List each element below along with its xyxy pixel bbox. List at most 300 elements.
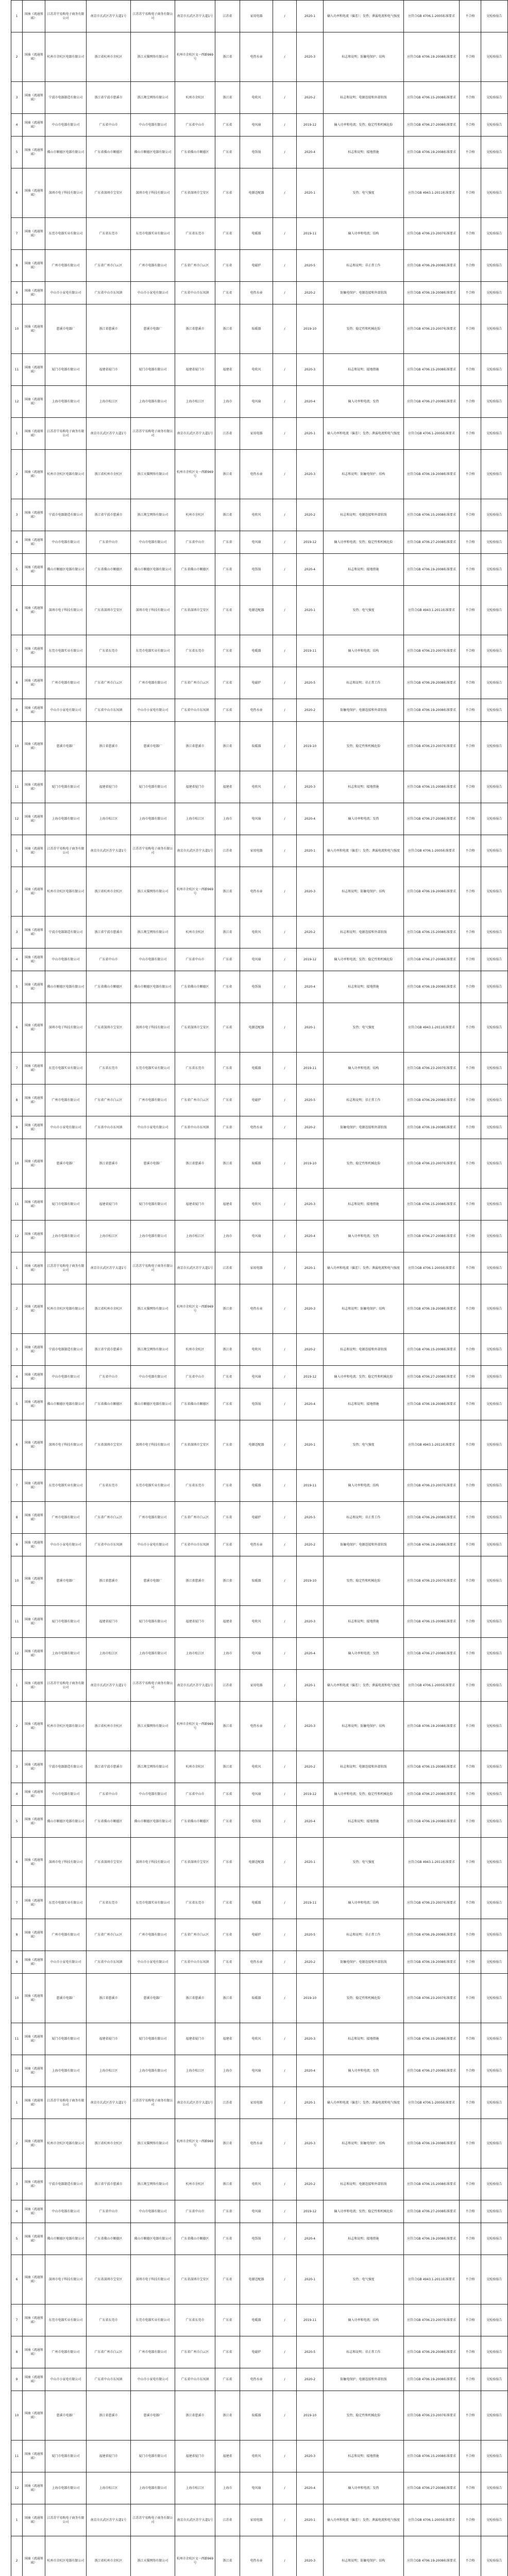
production-date: 2020-3 — [297, 2536, 324, 2576]
sampled-unit-address: 广东省佛山市顺德区 — [175, 554, 215, 586]
sampling-category: 国抽（流通领域） — [23, 282, 45, 304]
sampled-unit-address: 杭州市余杭区文一西路969号 — [175, 32, 215, 82]
brand: / — [273, 2472, 297, 2504]
province: 浙江省 — [215, 1556, 240, 1606]
sampled-unit-address: 杭州市余杭区文一西路969号 — [175, 450, 215, 499]
sampled-unit-name: 慈溪市电器厂 — [131, 2391, 175, 2441]
brand: / — [273, 1420, 297, 1470]
inspection-agency: 见检验报告 — [481, 2504, 508, 2536]
brand: / — [273, 1221, 297, 1252]
result: 不合格 — [460, 450, 481, 499]
province: 福建省 — [215, 2023, 240, 2055]
standard-value: 应符合GB 4706.15-2008标准要求 — [404, 499, 460, 531]
sampled-unit-name: 浙江天猫网络有限公司 — [131, 1702, 175, 1751]
sampled-unit-name: 江苏苏宁易购电子商务有限公司 — [131, 1252, 175, 1284]
sampling-category: 国抽（流通领域） — [23, 218, 45, 250]
standard-value: 应符合GB 4706.19-2008标准要求 — [404, 554, 460, 586]
table-row — [11, 835, 508, 867]
producer-address: 浙江省杭州市余杭区 — [87, 32, 131, 82]
sampled-unit-address: 杭州市余杭区文一西路969号 — [175, 867, 215, 917]
brand: / — [273, 2255, 297, 2304]
sampled-unit-name: 佛山市顺德区电器有限公司 — [131, 1388, 175, 1420]
producer-address: 福建省厦门市 — [87, 2441, 131, 2472]
result: 不合格 — [460, 699, 481, 722]
inspection-agency: 见检验报告 — [481, 771, 508, 803]
sampled-unit-address: 广东省广州市白云区 — [175, 1084, 215, 1116]
result: 不合格 — [460, 2168, 481, 2200]
failed-items: 输入功率和电流；发热；稳定性和机械危险 — [324, 1366, 404, 1388]
row-number: 12 — [11, 1221, 23, 1252]
result: 不合格 — [460, 2223, 481, 2255]
brand: / — [273, 499, 297, 531]
sampled-unit-name: 浙江天猫网络有限公司 — [131, 867, 175, 917]
producer-address: 广东省中山市东凤镇 — [87, 1116, 131, 1139]
producer-address: 浙江省宁波市慈溪市 — [87, 2168, 131, 2200]
failed-items: 标志和说明；电源连接和外部软线 — [324, 917, 404, 948]
sampling-category: 国抽（流通领域） — [23, 1, 45, 32]
producer-address: 南京市玄武区苏宁大道1号 — [87, 1252, 131, 1284]
producer-address: 上海市松江区 — [87, 2472, 131, 2504]
sampled-unit-name: 佛山市顺德区电器有限公司 — [131, 554, 175, 586]
table-row — [11, 1534, 508, 1556]
brand: / — [273, 971, 297, 1003]
result: 不合格 — [460, 722, 481, 771]
sampled-unit-address: 南京市玄武区苏宁大道1号 — [175, 2087, 215, 2119]
sampled-unit-address: 广东省东莞市 — [175, 635, 215, 667]
producer-name: 深圳市电子科技有限公司 — [45, 586, 87, 635]
result: 不合格 — [460, 1702, 481, 1751]
failed-items: 标志和说明；接地措施 — [324, 554, 404, 586]
standard-value: 应符合GB 4706.19-2008标准要求 — [404, 282, 460, 304]
row-number: 2 — [11, 2119, 23, 2168]
producer-address: 浙江省慈溪市 — [87, 304, 131, 354]
standard-value: 应符合GB 4706.19-2008标准要求 — [404, 699, 460, 722]
sampled-unit-name: 厦门市电器有限公司 — [131, 2441, 175, 2472]
brand: / — [273, 1388, 297, 1420]
brand: / — [273, 531, 297, 554]
production-date: 2020-1 — [297, 1, 324, 32]
sampled-unit-name: 慈溪市电器厂 — [131, 722, 175, 771]
table-row — [11, 1751, 508, 1783]
sampling-category: 国抽（流通领域） — [23, 554, 45, 586]
producer-address: 广东省东莞市 — [87, 2304, 131, 2336]
notice-table — [11, 0, 508, 2576]
product-name: 家用电器 — [240, 835, 273, 867]
failed-items: 发热；电气强度 — [324, 1838, 404, 1887]
table-row — [11, 1502, 508, 1534]
sampled-unit-address: 广东省中山市东凤镇 — [175, 1951, 215, 1974]
standard-value: 应符合GB 4706.27-2008标准要求 — [404, 1366, 460, 1388]
producer-address: 南京市玄武区苏宁大道1号 — [87, 1, 131, 32]
sampled-unit-name: 佛山市顺德区电器有限公司 — [131, 971, 175, 1003]
standard-value: 应符合GB 4706.19-2008标准要求 — [404, 1116, 460, 1139]
producer-name: 上海市电器有限公司 — [45, 1638, 87, 1670]
sampling-category: 国抽（流通领域） — [23, 1252, 45, 1284]
brand: / — [273, 948, 297, 971]
sampling-category: 国抽（流通领域） — [23, 1084, 45, 1116]
brand: / — [273, 2336, 297, 2368]
standard-value: 应符合GB 4706.29-2008标准要求 — [404, 667, 460, 699]
production-date: 2020-3 — [297, 1606, 324, 1638]
table-row — [11, 1556, 508, 1606]
failed-items: 输入功率和电流（偏差）；发热；泄漏电流和电气强度 — [324, 2504, 404, 2536]
producer-name: 上海市电器有限公司 — [45, 803, 87, 835]
production-date: 2020-4 — [297, 1221, 324, 1252]
brand: / — [273, 250, 297, 282]
province: 广东省 — [215, 948, 240, 971]
producer-address: 广东省深圳市宝安区 — [87, 1838, 131, 1887]
failed-items: 标志和说明；非正常工作 — [324, 2336, 404, 2368]
producer-name: 中山市小家电有限公司 — [45, 699, 87, 722]
production-date: 2020-4 — [297, 1638, 324, 1670]
producer-address: 福建省厦门市 — [87, 1189, 131, 1221]
sampled-unit-address: 广东省中山市东凤镇 — [175, 1116, 215, 1139]
row-number: 12 — [11, 386, 23, 418]
inspection-agency: 见检验报告 — [481, 1388, 508, 1420]
product-name: 电饭锅 — [240, 554, 273, 586]
inspection-agency: 见检验报告 — [481, 2255, 508, 2304]
producer-address: 广东省广州市白云区 — [87, 250, 131, 282]
table-row — [11, 1, 508, 32]
sampled-unit-name: 浙江天猫网络有限公司 — [131, 2119, 175, 2168]
production-date: 2020-4 — [297, 971, 324, 1003]
result: 不合格 — [460, 218, 481, 250]
result: 不合格 — [460, 418, 481, 450]
province: 广东省 — [215, 168, 240, 218]
province: 浙江省 — [215, 917, 240, 948]
production-date: 2020-2 — [297, 917, 324, 948]
sampling-category: 国抽（流通领域） — [23, 2391, 45, 2441]
sampled-unit-name: 江苏苏宁易购电子商务有限公司 — [131, 2504, 175, 2536]
table-row — [11, 1887, 508, 1919]
production-date: 2019-11 — [297, 1887, 324, 1919]
production-date: 2020-5 — [297, 1919, 324, 1951]
inspection-agency: 见检验报告 — [481, 971, 508, 1003]
producer-address: 浙江省慈溪市 — [87, 1139, 131, 1189]
brand: / — [273, 82, 297, 114]
production-date: 2020-2 — [297, 499, 324, 531]
failed-items: 发热；稳定性和机械危险 — [324, 1139, 404, 1189]
product-name: 电热水壶 — [240, 867, 273, 917]
sampled-unit-address: 广东省东莞市 — [175, 1053, 215, 1084]
table-row — [11, 1702, 508, 1751]
table-row — [11, 304, 508, 354]
producer-address: 广东省广州市白云区 — [87, 1084, 131, 1116]
sampled-unit-address: 广东省中山市东凤镇 — [175, 282, 215, 304]
failed-items: 发热；电气强度 — [324, 2255, 404, 2304]
sampled-unit-name: 东莞市电器实业有限公司 — [131, 218, 175, 250]
product-name: 取暖器 — [240, 1974, 273, 2023]
product-name: 电吹风 — [240, 771, 273, 803]
province: 上海市 — [215, 2472, 240, 2504]
inspection-agency: 见检验报告 — [481, 82, 508, 114]
row-number: 1 — [11, 1252, 23, 1284]
failed-items: 标志和说明；接地措施 — [324, 1806, 404, 1838]
producer-name: 慈溪市电器厂 — [45, 2391, 87, 2441]
sampled-unit-name: 慈溪市电器厂 — [131, 1139, 175, 1189]
inspection-agency: 见检验报告 — [481, 499, 508, 531]
sampled-unit-address: 广东省中山市 — [175, 2200, 215, 2223]
producer-name: 慈溪市电器厂 — [45, 1974, 87, 2023]
province: 浙江省 — [215, 2536, 240, 2576]
producer-address: 广东省广州市白云区 — [87, 1502, 131, 1534]
inspection-agency: 见检验报告 — [481, 1189, 508, 1221]
table-row — [11, 2255, 508, 2304]
sampling-category: 国抽（流通领域） — [23, 803, 45, 835]
inspection-agency: 见检验报告 — [481, 2087, 508, 2119]
inspection-agency: 见检验报告 — [481, 168, 508, 218]
table-row — [11, 499, 508, 531]
production-date: 2019-10 — [297, 722, 324, 771]
brand: / — [273, 418, 297, 450]
failed-items: 发热；电气强度 — [324, 1003, 404, 1053]
standard-value: 应符合GB 4706.29-2008标准要求 — [404, 2336, 460, 2368]
province: 江苏省 — [215, 1252, 240, 1284]
producer-name: 厦门市电器有限公司 — [45, 1606, 87, 1638]
production-date: 2019-12 — [297, 114, 324, 137]
product-name: 电磁炉 — [240, 1084, 273, 1116]
sampling-category: 国抽（流通领域） — [23, 137, 45, 168]
standard-value: 应符合GB 4706.19-2008标准要求 — [404, 2223, 460, 2255]
table-row — [11, 2055, 508, 2087]
province: 浙江省 — [215, 32, 240, 82]
province: 广东省 — [215, 1053, 240, 1084]
province: 浙江省 — [215, 450, 240, 499]
production-date: 2019-12 — [297, 531, 324, 554]
standard-value: 应符合GB 4706.23-2007标准要求 — [404, 1887, 460, 1919]
producer-address: 上海市松江区 — [87, 1638, 131, 1670]
product-name: 电吹风 — [240, 2023, 273, 2055]
standard-value: 应符合GB 4706.27-2008标准要求 — [404, 1783, 460, 1806]
row-number: 10 — [11, 722, 23, 771]
sampled-unit-name: 中山市电器有限公司 — [131, 1783, 175, 1806]
sampling-category: 国抽（流通领域） — [23, 2023, 45, 2055]
production-date: 2019-11 — [297, 1470, 324, 1502]
producer-address: 南京市玄武区苏宁大道1号 — [87, 418, 131, 450]
result: 不合格 — [460, 1751, 481, 1783]
table-row — [11, 1139, 508, 1189]
product-name: 电饭锅 — [240, 971, 273, 1003]
producer-name: 宁波市电器制造有限公司 — [45, 917, 87, 948]
failed-items: 标志和说明；防触电保护；结构 — [324, 867, 404, 917]
brand: / — [273, 1638, 297, 1670]
inspection-agency: 见检验报告 — [481, 1084, 508, 1116]
production-date: 2020-3 — [297, 1189, 324, 1221]
standard-value: 应符合GB 4943.1-2011标准要求 — [404, 1003, 460, 1053]
row-number: 2 — [11, 450, 23, 499]
row-number: 11 — [11, 1606, 23, 1638]
brand: / — [273, 1919, 297, 1951]
table-row — [11, 114, 508, 137]
standard-value: 应符合GB 4706.27-2008标准要求 — [404, 1638, 460, 1670]
result: 不合格 — [460, 1116, 481, 1139]
production-date: 2020-2 — [297, 282, 324, 304]
sampled-unit-name: 中山市电器有限公司 — [131, 1366, 175, 1388]
province: 广东省 — [215, 1534, 240, 1556]
producer-name: 广州市电器有限公司 — [45, 2336, 87, 2368]
sampling-category: 国抽（流通领域） — [23, 114, 45, 137]
result: 不合格 — [460, 2336, 481, 2368]
sampled-unit-name: 佛山市顺德区电器有限公司 — [131, 137, 175, 168]
table-row — [11, 1334, 508, 1366]
sampling-category: 国抽（流通领域） — [23, 2504, 45, 2536]
table-row — [11, 1606, 508, 1638]
failed-items: 输入功率和电流；发热；稳定性和机械危险 — [324, 948, 404, 971]
result: 不合格 — [460, 1053, 481, 1084]
result: 不合格 — [460, 1919, 481, 1951]
inspection-agency: 见检验报告 — [481, 282, 508, 304]
failed-items: 标志和说明；非正常工作 — [324, 1502, 404, 1534]
sampling-category: 国抽（流通领域） — [23, 1751, 45, 1783]
brand: / — [273, 554, 297, 586]
failed-items: 标志和说明；非正常工作 — [324, 250, 404, 282]
producer-name: 东莞市电器实业有限公司 — [45, 2304, 87, 2336]
table-row — [11, 2168, 508, 2200]
row-number: 5 — [11, 137, 23, 168]
sampled-unit-address: 广东省佛山市顺德区 — [175, 971, 215, 1003]
sampled-unit-name: 厦门市电器有限公司 — [131, 1189, 175, 1221]
row-number: 10 — [11, 304, 23, 354]
producer-address: 浙江省杭州市余杭区 — [87, 2536, 131, 2576]
producer-address: 上海市松江区 — [87, 386, 131, 418]
producer-address: 上海市松江区 — [87, 1221, 131, 1252]
sampled-unit-address: 杭州市余杭区 — [175, 917, 215, 948]
brand: / — [273, 2391, 297, 2441]
inspection-agency: 见检验报告 — [481, 386, 508, 418]
sampled-unit-address: 上海市松江区 — [175, 2472, 215, 2504]
result: 不合格 — [460, 499, 481, 531]
product-name: 电磁炉 — [240, 250, 273, 282]
standard-value: 应符合GB 4706.15-2008标准要求 — [404, 2168, 460, 2200]
standard-value: 应符合GB 4706.19-2008标准要求 — [404, 450, 460, 499]
producer-address: 广东省佛山市顺德区 — [87, 137, 131, 168]
result: 不合格 — [460, 250, 481, 282]
production-date: 2020-1 — [297, 418, 324, 450]
sampled-unit-name: 江苏苏宁易购电子商务有限公司 — [131, 2087, 175, 2119]
sampling-category: 国抽（流通领域） — [23, 1806, 45, 1838]
sampling-category: 国抽（流通领域） — [23, 1702, 45, 1751]
sampled-unit-name: 中山市电器有限公司 — [131, 948, 175, 971]
province: 广东省 — [215, 1470, 240, 1502]
result: 不合格 — [460, 1252, 481, 1284]
sampling-category: 国抽（流通领域） — [23, 1919, 45, 1951]
inspection-agency: 见检验报告 — [481, 1838, 508, 1887]
producer-address: 广东省中山市 — [87, 2200, 131, 2223]
sampled-unit-name: 中山市小家电有限公司 — [131, 2368, 175, 2391]
result: 不合格 — [460, 667, 481, 699]
standard-value: 应符合GB 4706.27-2008标准要求 — [404, 531, 460, 554]
row-number: 9 — [11, 2368, 23, 2391]
failed-items: 标志和说明；接地措施 — [324, 2023, 404, 2055]
sampled-unit-name: 广州市电器有限公司 — [131, 250, 175, 282]
product-name: 家用电器 — [240, 1, 273, 32]
inspection-agency: 见检验报告 — [481, 1053, 508, 1084]
standard-value: 应符合GB 4706.1-2005标准要求 — [404, 418, 460, 450]
standard-value: 应符合GB 4706.15-2008标准要求 — [404, 1334, 460, 1366]
standard-value: 应符合GB 4706.29-2008标准要求 — [404, 1919, 460, 1951]
producer-address: 浙江省慈溪市 — [87, 722, 131, 771]
inspection-agency: 见检验报告 — [481, 1702, 508, 1751]
table-row — [11, 168, 508, 218]
producer-name: 杭州市余杭区电器有限公司 — [45, 1284, 87, 1334]
sampled-unit-address: 杭州市余杭区 — [175, 82, 215, 114]
inspection-agency: 见检验报告 — [481, 2168, 508, 2200]
production-date: 2020-2 — [297, 2168, 324, 2200]
sampling-category: 国抽（流通领域） — [23, 2055, 45, 2087]
failed-items: 标志和说明；防触电保护；结构 — [324, 1702, 404, 1751]
producer-address: 浙江省慈溪市 — [87, 2391, 131, 2441]
sampled-unit-address: 福建省厦门市 — [175, 1189, 215, 1221]
producer-address: 福建省厦门市 — [87, 771, 131, 803]
product-name: 电热水壶 — [240, 2536, 273, 2576]
row-number: 6 — [11, 586, 23, 635]
table-row — [11, 2119, 508, 2168]
brand: / — [273, 304, 297, 354]
standard-value: 应符合GB 4706.29-2008标准要求 — [404, 250, 460, 282]
table-row — [11, 282, 508, 304]
product-name: 电风扇 — [240, 386, 273, 418]
sampled-unit-address: 广东省佛山市顺德区 — [175, 1806, 215, 1838]
standard-value: 应符合GB 4706.27-2008标准要求 — [404, 2472, 460, 2504]
standard-value: 应符合GB 4706.19-2008标准要求 — [404, 32, 460, 82]
producer-name: 佛山市顺德区电器有限公司 — [45, 1806, 87, 1838]
inspection-agency: 见检验报告 — [481, 2055, 508, 2087]
production-date: 2020-1 — [297, 586, 324, 635]
inspection-agency: 见检验报告 — [481, 137, 508, 168]
product-name: 电磁炉 — [240, 1919, 273, 1951]
sampling-category: 国抽（流通领域） — [23, 2223, 45, 2255]
result: 不合格 — [460, 1284, 481, 1334]
producer-name: 深圳市电子科技有限公司 — [45, 1003, 87, 1053]
sampled-unit-address: 上海市松江区 — [175, 1221, 215, 1252]
sampling-category: 国抽（流通领域） — [23, 2255, 45, 2304]
sampled-unit-address: 杭州市余杭区 — [175, 2168, 215, 2200]
sampled-unit-name: 上海市电器有限公司 — [131, 2055, 175, 2087]
production-date: 2020-1 — [297, 2504, 324, 2536]
sampling-category: 国抽（流通领域） — [23, 1366, 45, 1388]
sampled-unit-name: 深圳市电子科技有限公司 — [131, 1420, 175, 1470]
province: 广东省 — [215, 1887, 240, 1919]
brand: / — [273, 2087, 297, 2119]
brand: / — [273, 2023, 297, 2055]
standard-value: 应符合GB 4706.27-2008标准要求 — [404, 386, 460, 418]
row-number: 11 — [11, 1189, 23, 1221]
sampling-category: 国抽（流通领域） — [23, 635, 45, 667]
inspection-agency: 见检验报告 — [481, 218, 508, 250]
producer-name: 中山市小家电有限公司 — [45, 282, 87, 304]
producer-address: 广东省深圳市宝安区 — [87, 2255, 131, 2304]
failed-items: 输入功率和电流（偏差）；发热；泄漏电流和电气强度 — [324, 835, 404, 867]
result: 不合格 — [460, 2055, 481, 2087]
table-row — [11, 1806, 508, 1838]
sampled-unit-address: 上海市松江区 — [175, 2055, 215, 2087]
failed-items: 输入功率和电流；发热 — [324, 386, 404, 418]
producer-address: 浙江省慈溪市 — [87, 1556, 131, 1606]
province: 浙江省 — [215, 1751, 240, 1783]
row-number: 10 — [11, 2391, 23, 2441]
table-row — [11, 586, 508, 635]
production-date: 2020-3 — [297, 2023, 324, 2055]
producer-name: 厦门市电器有限公司 — [45, 2023, 87, 2055]
sampling-category: 国抽（流通领域） — [23, 1556, 45, 1606]
standard-value: 应符合GB 4706.23-2007标准要求 — [404, 2304, 460, 2336]
province: 浙江省 — [215, 304, 240, 354]
row-number: 8 — [11, 667, 23, 699]
table-row — [11, 1420, 508, 1470]
table-row — [11, 1470, 508, 1502]
inspection-agency: 见检验报告 — [481, 354, 508, 386]
product-name: 电热水壶 — [240, 1116, 273, 1139]
